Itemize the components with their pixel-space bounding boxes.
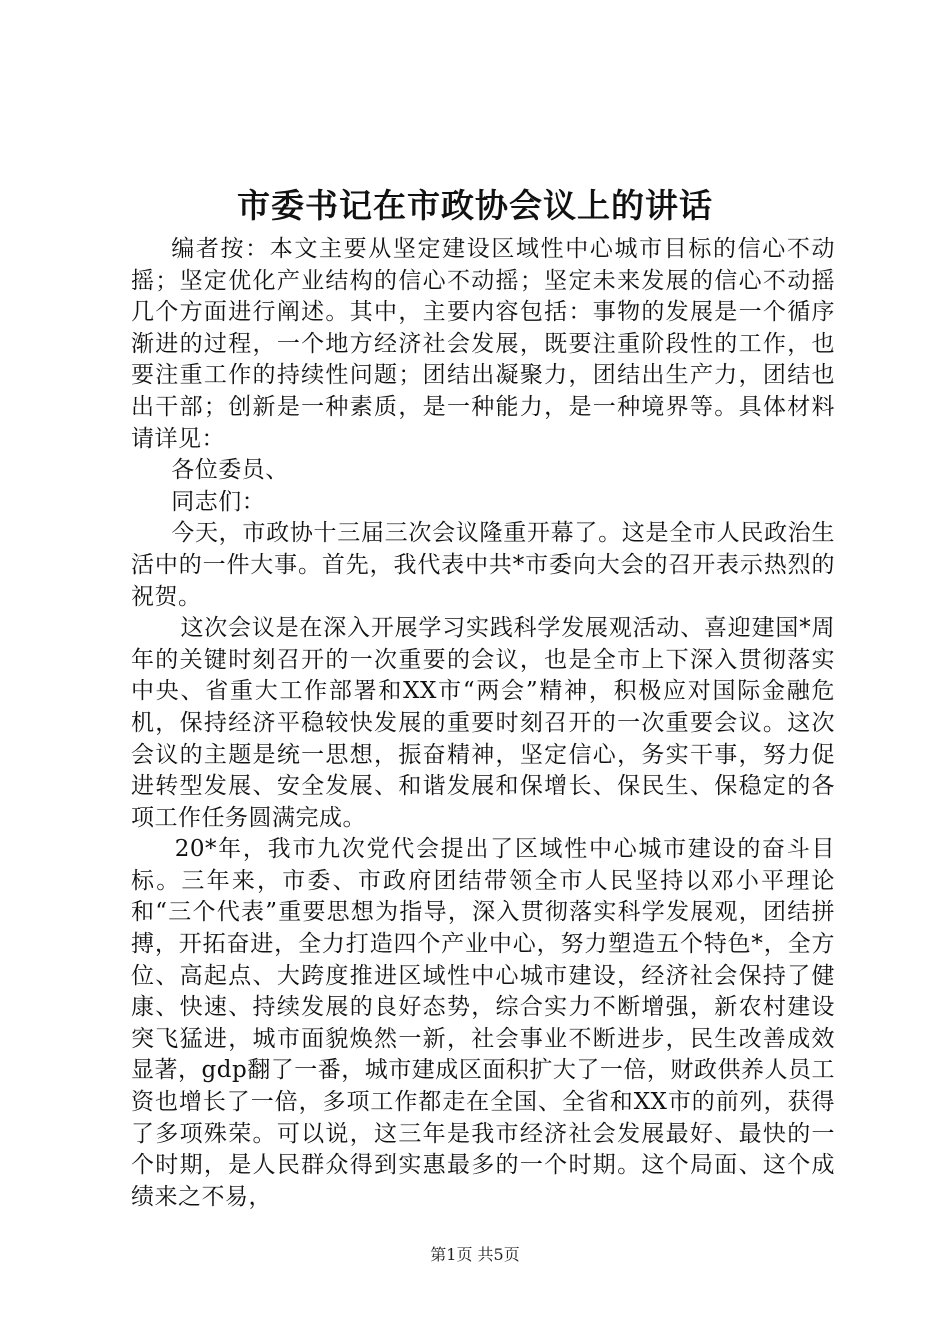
body-paragraph: 今天，市政协十三届三次会议隆重开幕了。这是全市人民政治生活中的一件大事。首先，我代表中共*市委向大会的召开表示热烈的祝贺。 (131, 520, 835, 610)
salutation-comrades: 同志们： (171, 488, 266, 515)
document-body (131, 234, 835, 1213)
body-paragraph: 20*年，我市九次党代会提出了区域性中心城市建设的奋斗目标。三年来，市委、市政府团结带领全市人民坚持以邓小平理论和“三个代表”重要思想为指导，深入贯彻落实科学发展观，团结拼搏，开拓奋进，全力打造四个产业中心，努力塑造五个特色*，全方位、高起点、大跨度推进区域性中心城市建设，经济社会保持了健康、快速、持续发展的良好态势，综合实力不断增强，新农村建设突飞猛进，城市面貌焕然一新，社会事业不断进步，民生改善成效显著，gdp翻了一番，城市建成区面积扩大了一倍，财政供养人员工资也增长了一倍，多项工作都走在全国、全省和XX市的前列，获得了多项殊荣。可以说，这三年是我市经济社会发展最好、最快的一个时期，是人民群众得到实惠最多的一个时期。这个局面、这个成绩来之不易， (131, 836, 835, 1210)
editor-note-paragraph: 编者按：本文主要从坚定建设区域性中心城市目标的信心不动摇；坚定优化产业结构的信心不动摇；坚定未来发展的信心不动摇几个方面进行阐述。其中，主要内容包括：事物的发展是一个循序渐进的过程，一个地方经济社会发展，既要注重阶段性的工作，也要注重工作的持续性问题；团结出凝聚力，团结出生产力，团结也出干部；创新是一种素质，是一种能力，是一种境界等。具体材料请详见： (131, 236, 835, 452)
body-paragraph: 这次会议是在深入开展学习实践科学发展观活动、喜迎建国*周年的关键时刻召开的一次重要的会议，也是全市上下深入贯彻落实中央、省重大工作部署和XX市“两会”精神，积极应对国际金融危机，保持经济平稳较快发展的重要时刻召开的一次重要会议。这次会议的主题是统一思想，振奋精神，坚定信心，务实干事，努力促进转型发展、安全发展、和谐发展和保增长、保民生、保稳定的各项工作任务圆满完成。 (131, 615, 835, 831)
salutation-committee: 各位委员、 (171, 457, 289, 484)
document-title: 市委书记在市政协会议上的讲话 (237, 186, 713, 225)
page-footer: 第1页 共5页 (430, 1245, 520, 1264)
